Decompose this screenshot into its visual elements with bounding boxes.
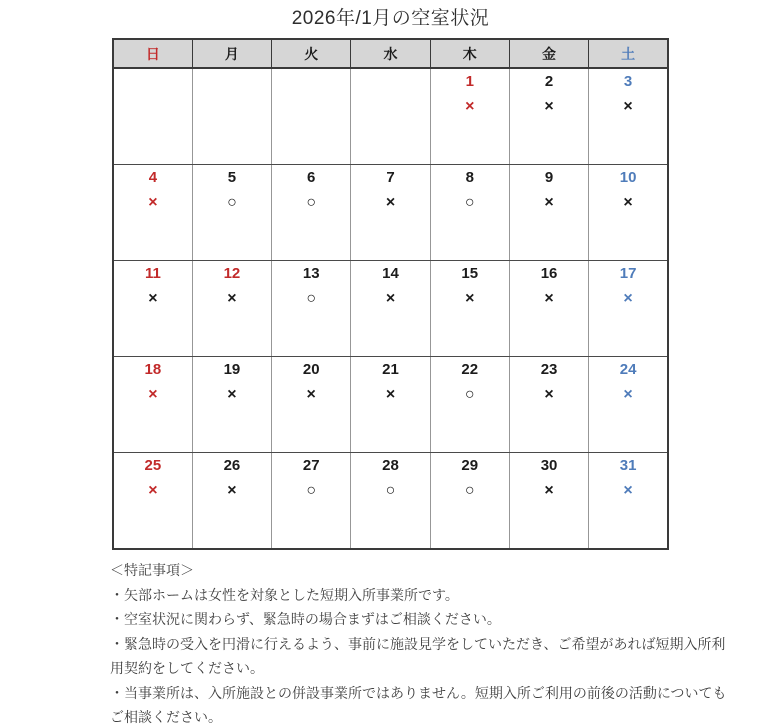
availability-mark: ○: [385, 482, 396, 499]
availability-mark: ×: [544, 482, 554, 499]
calendar-cell-31: [589, 453, 668, 550]
availability-mark: ×: [623, 386, 633, 403]
weekday-header-土: 土: [589, 39, 668, 68]
day-number: 30: [540, 457, 558, 474]
note-item: ・当事業所は、入所施設との併設事業所ではありません。短期入所ご利用の前後の活動についてもご相談ください。: [110, 684, 727, 725]
calendar-cell-16: [509, 261, 588, 357]
day-number: 3: [623, 73, 633, 90]
availability-mark: ×: [544, 98, 554, 115]
calendar-cell-4: [113, 165, 192, 261]
availability-mark: ×: [148, 482, 158, 499]
day-number: 11: [144, 265, 161, 282]
day-number: 8: [465, 169, 474, 186]
day-number: 19: [223, 361, 241, 378]
notes-heading: ＜特記事項＞: [110, 562, 194, 578]
day-number: 29: [461, 457, 479, 474]
weekday-header-日: 日: [113, 39, 192, 68]
day-number: 7: [386, 169, 395, 186]
availability-calendar: [112, 38, 669, 550]
day-number: 23: [540, 361, 558, 378]
calendar-cell-21: [351, 357, 430, 453]
calendar-cell-10: [589, 165, 668, 261]
availability-mark: ×: [544, 386, 554, 403]
day-number: 27: [302, 457, 320, 474]
day-number: 17: [619, 265, 637, 282]
calendar-week-row: [113, 165, 668, 261]
calendar-cell-15: [430, 261, 509, 357]
weekday-header-火: 火: [272, 39, 351, 68]
day-number: 5: [227, 169, 237, 186]
availability-mark: ○: [306, 194, 317, 211]
day-number: 25: [144, 457, 162, 474]
calendar-week-row: [113, 453, 668, 550]
calendar-cell-26: [192, 453, 271, 550]
note-item: ・矢部ホームは女性を対象とした短期入所事業所です。: [110, 586, 459, 603]
calendar-cell-empty: [113, 68, 192, 165]
day-number: 12: [223, 265, 241, 282]
notes-section: [110, 558, 734, 728]
availability-mark: ×: [623, 290, 633, 307]
calendar-cell-27: [272, 453, 351, 550]
availability-mark: ○: [464, 194, 475, 211]
calendar-cell-14: [351, 261, 430, 357]
calendar-cell-23: [509, 357, 588, 453]
day-number: 1: [465, 73, 474, 90]
weekday-header-木: 木: [430, 39, 509, 68]
calendar-cell-2: [509, 68, 588, 165]
day-number: 22: [461, 361, 479, 378]
availability-mark: ×: [227, 290, 237, 307]
availability-mark: ○: [227, 194, 237, 211]
calendar-cell-3: [589, 68, 668, 165]
availability-mark: ○: [464, 386, 475, 403]
availability-mark: ×: [544, 194, 554, 211]
calendar-cell-17: [589, 261, 668, 357]
weekday-header-金: 金: [509, 39, 588, 68]
weekday-header-row: [113, 39, 668, 68]
calendar-cell-20: [272, 357, 351, 453]
calendar-cell-1: [430, 68, 509, 165]
page-title: 2026年/1月の空室状況: [291, 8, 490, 29]
calendar-cell-5: [192, 165, 271, 261]
availability-mark: ×: [385, 386, 396, 403]
calendar-cell-13: [272, 261, 351, 357]
availability-mark: ×: [148, 194, 158, 211]
calendar-cell-24: [589, 357, 668, 453]
calendar-cell-empty: [272, 68, 351, 165]
note-item: ・緊急時の受入を円滑に行えるよう、事前に施設見学をしていただき、ご希望があれば短期入所利用契約をしてください。: [110, 635, 726, 676]
availability-mark: ×: [623, 194, 633, 211]
day-number: 6: [307, 169, 316, 186]
calendar-cell-30: [509, 453, 588, 550]
availability-mark: ×: [465, 290, 475, 307]
day-number: 9: [544, 169, 554, 186]
day-number: 24: [619, 361, 637, 378]
day-number: 18: [144, 361, 162, 378]
calendar-body: [113, 68, 668, 549]
availability-mark: ×: [148, 290, 158, 307]
calendar-cell-22: [430, 357, 509, 453]
availability-mark: ×: [385, 194, 396, 211]
availability-mark: ×: [623, 98, 633, 115]
calendar-cell-9: [509, 165, 588, 261]
day-number: 2: [544, 73, 554, 90]
availability-mark: ×: [623, 482, 633, 499]
availability-mark: ×: [148, 386, 158, 403]
calendar-week-row: [113, 68, 668, 165]
note-item: ・空室状況に関わらず、緊急時の場合まずはご相談ください。: [110, 611, 501, 627]
calendar-week-row: [113, 357, 668, 453]
day-number: 10: [619, 169, 637, 186]
availability-mark: ×: [385, 290, 396, 307]
day-number: 31: [619, 457, 637, 474]
calendar-cell-6: [272, 165, 351, 261]
day-number: 14: [382, 265, 399, 282]
day-number: 4: [148, 169, 158, 186]
day-number: 20: [302, 361, 320, 378]
calendar-cell-7: [351, 165, 430, 261]
calendar-week-row: [113, 261, 668, 357]
calendar-cell-8: [430, 165, 509, 261]
weekday-header-月: 月: [192, 39, 271, 68]
day-number: 13: [302, 265, 320, 282]
availability-mark: ×: [227, 386, 237, 403]
calendar-cell-11: [113, 261, 192, 357]
day-number: 15: [461, 265, 479, 282]
day-number: 16: [540, 265, 558, 282]
calendar-cell-28: [351, 453, 430, 550]
calendar-cell-empty: [192, 68, 271, 165]
weekday-header-水: 水: [351, 39, 430, 68]
availability-mark: ×: [465, 98, 475, 115]
calendar-cell-29: [430, 453, 509, 550]
availability-mark: ×: [227, 482, 237, 499]
calendar-header: [113, 39, 668, 68]
day-number: 26: [223, 457, 241, 474]
calendar-cell-empty: [351, 68, 430, 165]
calendar-cell-12: [192, 261, 271, 357]
availability-mark: ○: [306, 482, 317, 499]
availability-mark: ○: [306, 290, 317, 307]
notes-list: [110, 583, 734, 728]
availability-mark: ×: [306, 386, 316, 403]
day-number: 28: [382, 457, 399, 474]
day-number: 21: [382, 361, 399, 378]
calendar-cell-18: [113, 357, 192, 453]
calendar-cell-19: [192, 357, 271, 453]
calendar-cell-25: [113, 453, 192, 550]
availability-mark: ×: [544, 290, 554, 307]
availability-mark: ○: [464, 482, 475, 499]
